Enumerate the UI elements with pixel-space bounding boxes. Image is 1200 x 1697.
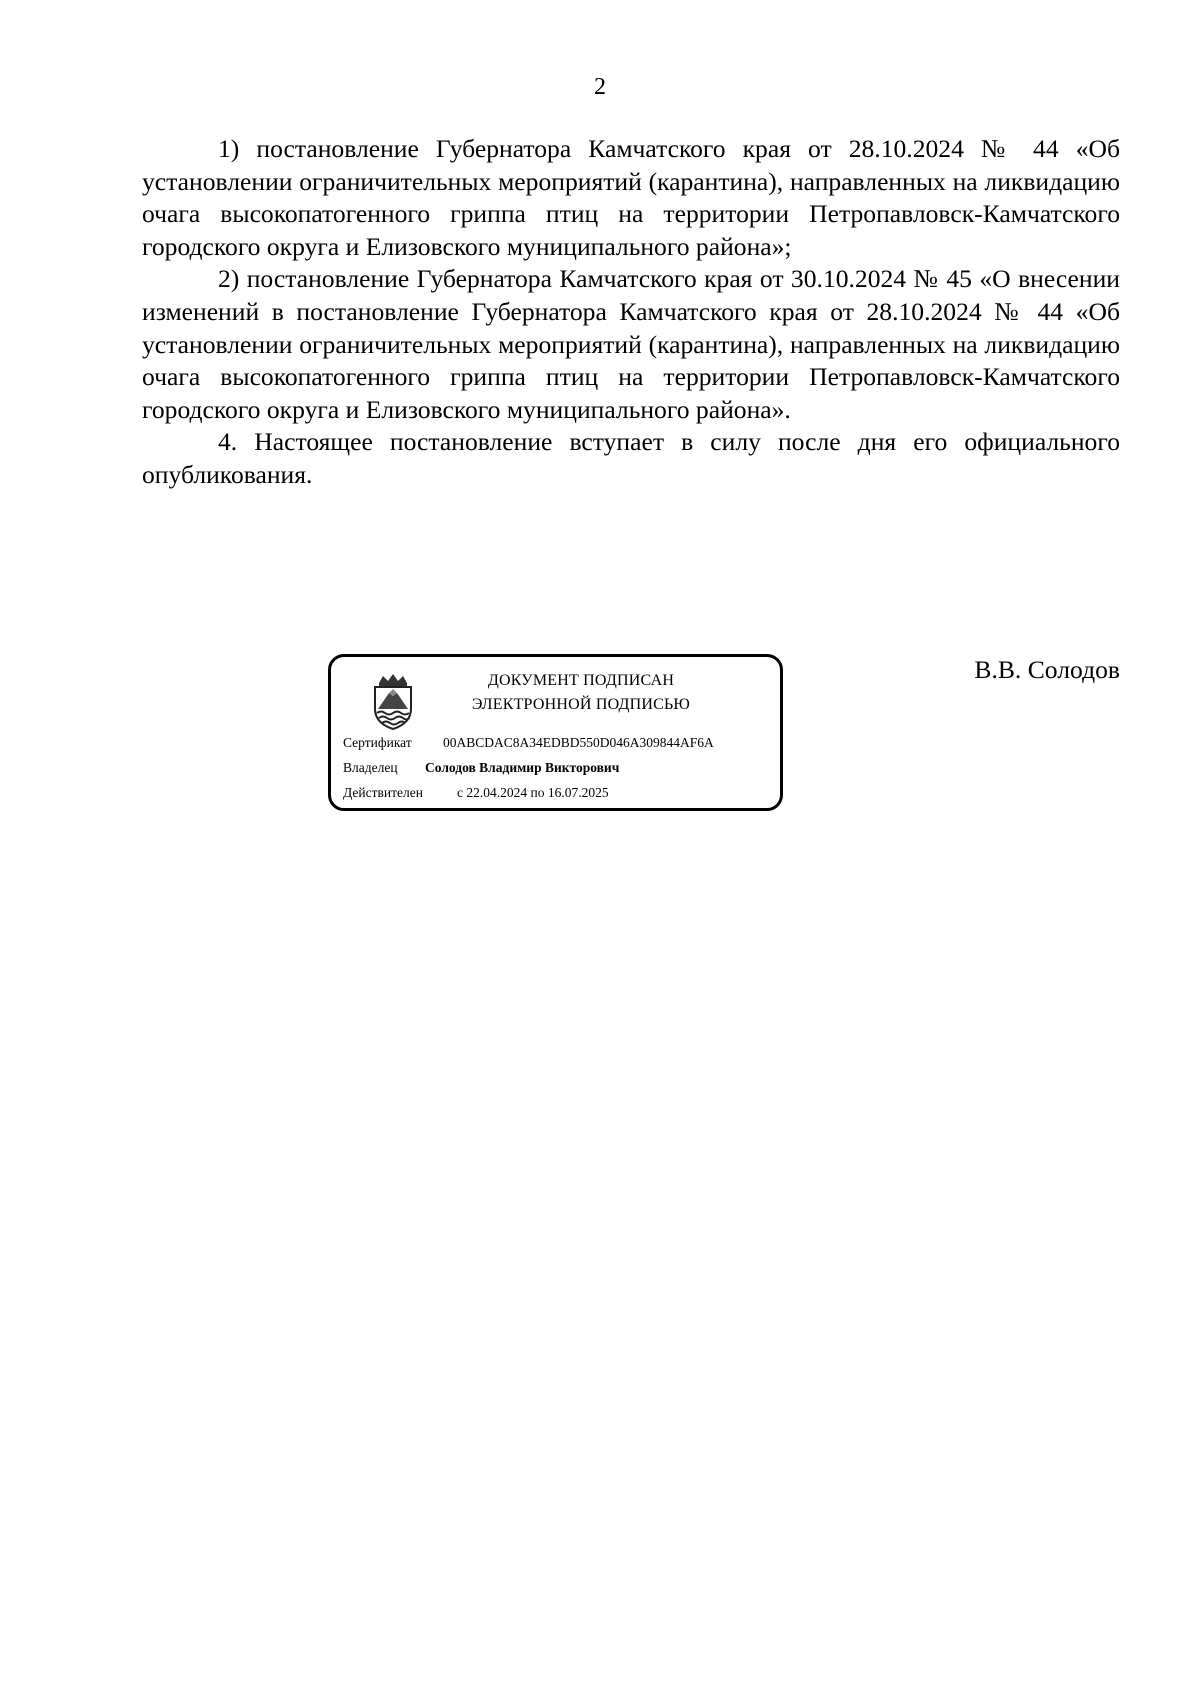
certificate-value: 00ABCDAC8A34EDBD550D046A309844AF6A bbox=[443, 735, 714, 750]
stamp-certificate-row bbox=[343, 733, 714, 753]
stamp-validity-row bbox=[343, 783, 609, 803]
owner-label: Владелец bbox=[343, 760, 398, 775]
paragraph-item-4: 4. Настоящее постановление вступает в силу после дня его официального опубликования. bbox=[142, 427, 1120, 489]
validity-value: с 22.04.2024 по 16.07.2025 bbox=[457, 785, 609, 800]
document-body bbox=[142, 133, 1120, 492]
stamp-heading bbox=[421, 669, 741, 717]
electronic-signature-stamp bbox=[328, 654, 783, 811]
coat-of-arms-icon bbox=[369, 673, 417, 731]
paragraph-item-2: 2) постановление Губернатора Камчатского края от 30.10.2024 № 45 «О внесении изменений в постановление Губернатора Камчатского края от 28.10.2024 № 44 «Об установлении ограничительных мероприятий (карантина), направленных на ликвидацию очага высокопатогенного гриппа птиц на территории Петропавловск-Камчатского городского округа и Елизовского муниципального района». bbox=[142, 264, 1120, 424]
validity-label: Действителен bbox=[343, 785, 423, 800]
stamp-owner-row bbox=[343, 758, 619, 778]
page-number: 2 bbox=[594, 74, 606, 100]
owner-value: Солодов Владимир Викторович bbox=[425, 760, 620, 775]
signer-name: В.В. Солодов bbox=[974, 655, 1120, 684]
paragraph-item-1: 1) постановление Губернатора Камчатского края от 28.10.2024 № 44 «Об установлении ограничительных мероприятий (карантина), направленных на ликвидацию очага высокопатогенного гриппа птиц на территории Петропавловск-Камчатского городского округа и Елизовского муниципального района»; bbox=[142, 134, 1120, 261]
stamp-heading-line-1: ДОКУМЕНТ ПОДПИСАН bbox=[487, 672, 675, 689]
stamp-heading-line-2: ЭЛЕКТРОННОЙ ПОДПИСЬЮ bbox=[471, 696, 691, 713]
certificate-label: Сертификат bbox=[343, 735, 412, 750]
